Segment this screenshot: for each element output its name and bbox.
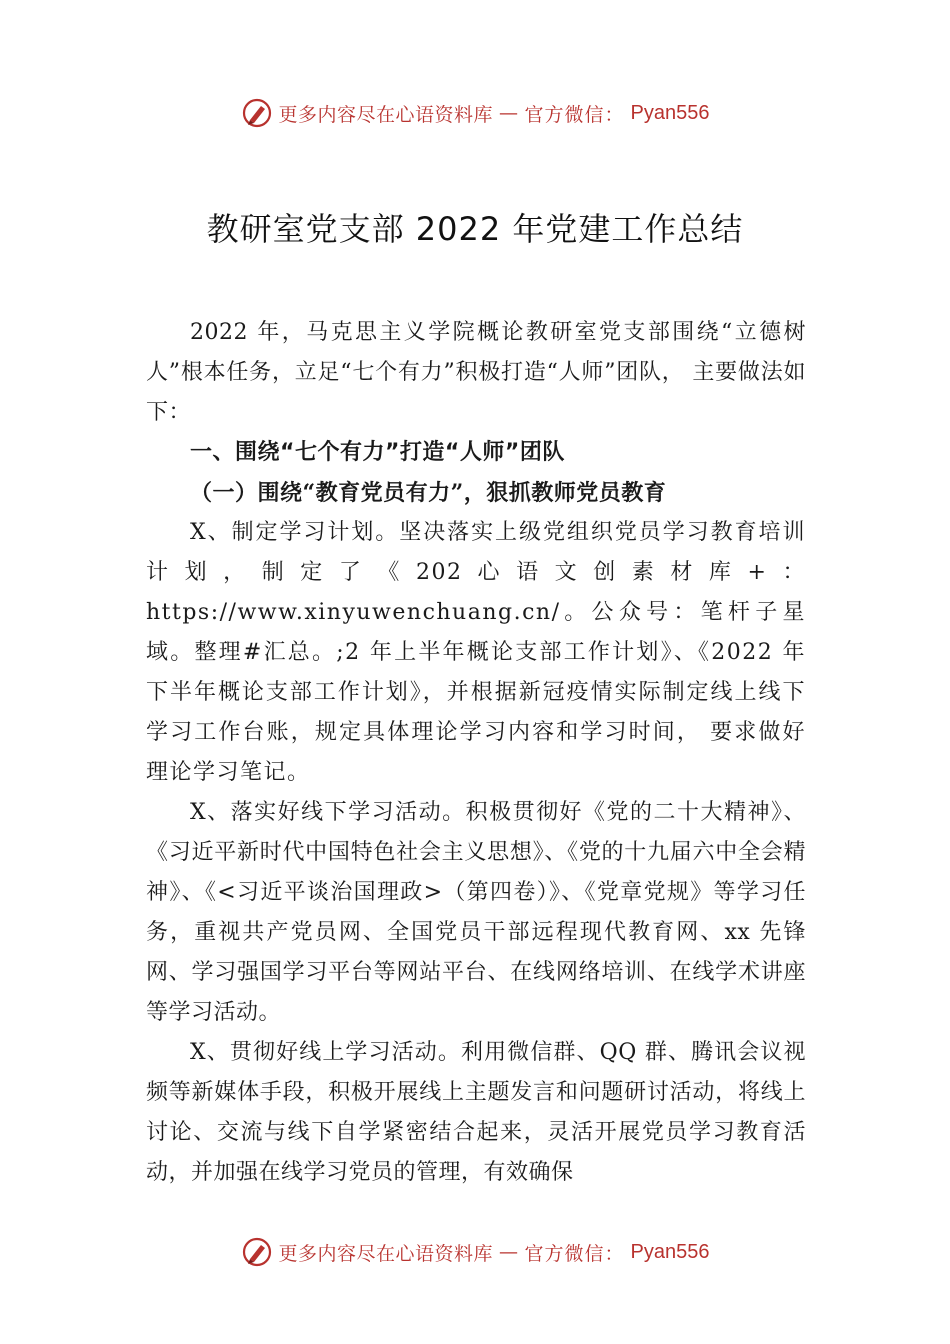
paragraph-offline-study: X、落实好线下学习活动。积极贯彻好《党的二十大精神》、《习近平新时代中国特色社会主义思想》、《党的十九届六中全会精神》、《<习近平谈治国理政>（第四卷）》、《党章党规》等学习任务，重视共产党员网、全国党员干部远程现代教育网、xx 先锋网、学习强国学习平台等网站平台、在线网络培训、在线学术讲座等学习活动。	[146, 800, 806, 1025]
banner-brand-text: 更多内容尽在心语资料库	[278, 1242, 494, 1265]
section-heading: 一、围绕“七个有力”打造“人师”团队	[190, 440, 565, 465]
banner-separator: —	[499, 102, 519, 124]
banner-brand-text: 更多内容尽在心语资料库	[278, 103, 494, 126]
banner-wechat-id: Pyan556	[630, 1240, 710, 1263]
subsection-heading: （一）围绕“教育党员有力”，狠抓教师党员教育	[190, 480, 667, 506]
header-banner	[0, 93, 950, 133]
intro-paragraph: 2022 年，马克思主义学院概论教研室党支部围绕“立德树人”根本任务，立足“七个有力”积极打造“人师”团队， 主要做法如下：	[146, 320, 806, 425]
paragraph-online-study: X、贯彻好线上学习活动。利用微信群、QQ 群、腾讯会议视频等新媒体手段，积极开展线上主题发言和问题研讨活动，将线上讨论、交流与线下自学紧密结合起来，灵活开展党员学习教育活动，并加强在线学习党员的管理，有效确保	[146, 1040, 806, 1185]
banner-wechat-id: Pyan556	[630, 101, 710, 124]
pen-logo-icon	[241, 1236, 273, 1268]
pen-logo-icon	[241, 97, 273, 129]
banner-wechat-label: 官方微信：	[524, 103, 625, 126]
document-body	[146, 313, 806, 1193]
document-title: 教研室党支部 2022 年党建工作总结	[206, 210, 744, 248]
footer-banner	[0, 1232, 950, 1272]
banner-wechat-label: 官方微信：	[524, 1242, 625, 1265]
paragraph-study-plan: X、制定学习计划。坚决落实上级党组织党员学习教育培训计划，制定了《202心语文创素材库+：https://www.xinyuwenchuang.cn/。公众号：笔杆子星域。整理#汇总。;2 年上半年概论支部工作计划》、《2022 年下半年概论支部工作计划》，并根据新冠疫情实际制定线上线下学习工作台账，规定具体理论学习内容和学习时间， 要求做好理论学习笔记。	[146, 520, 806, 785]
banner-separator: —	[499, 1241, 519, 1263]
